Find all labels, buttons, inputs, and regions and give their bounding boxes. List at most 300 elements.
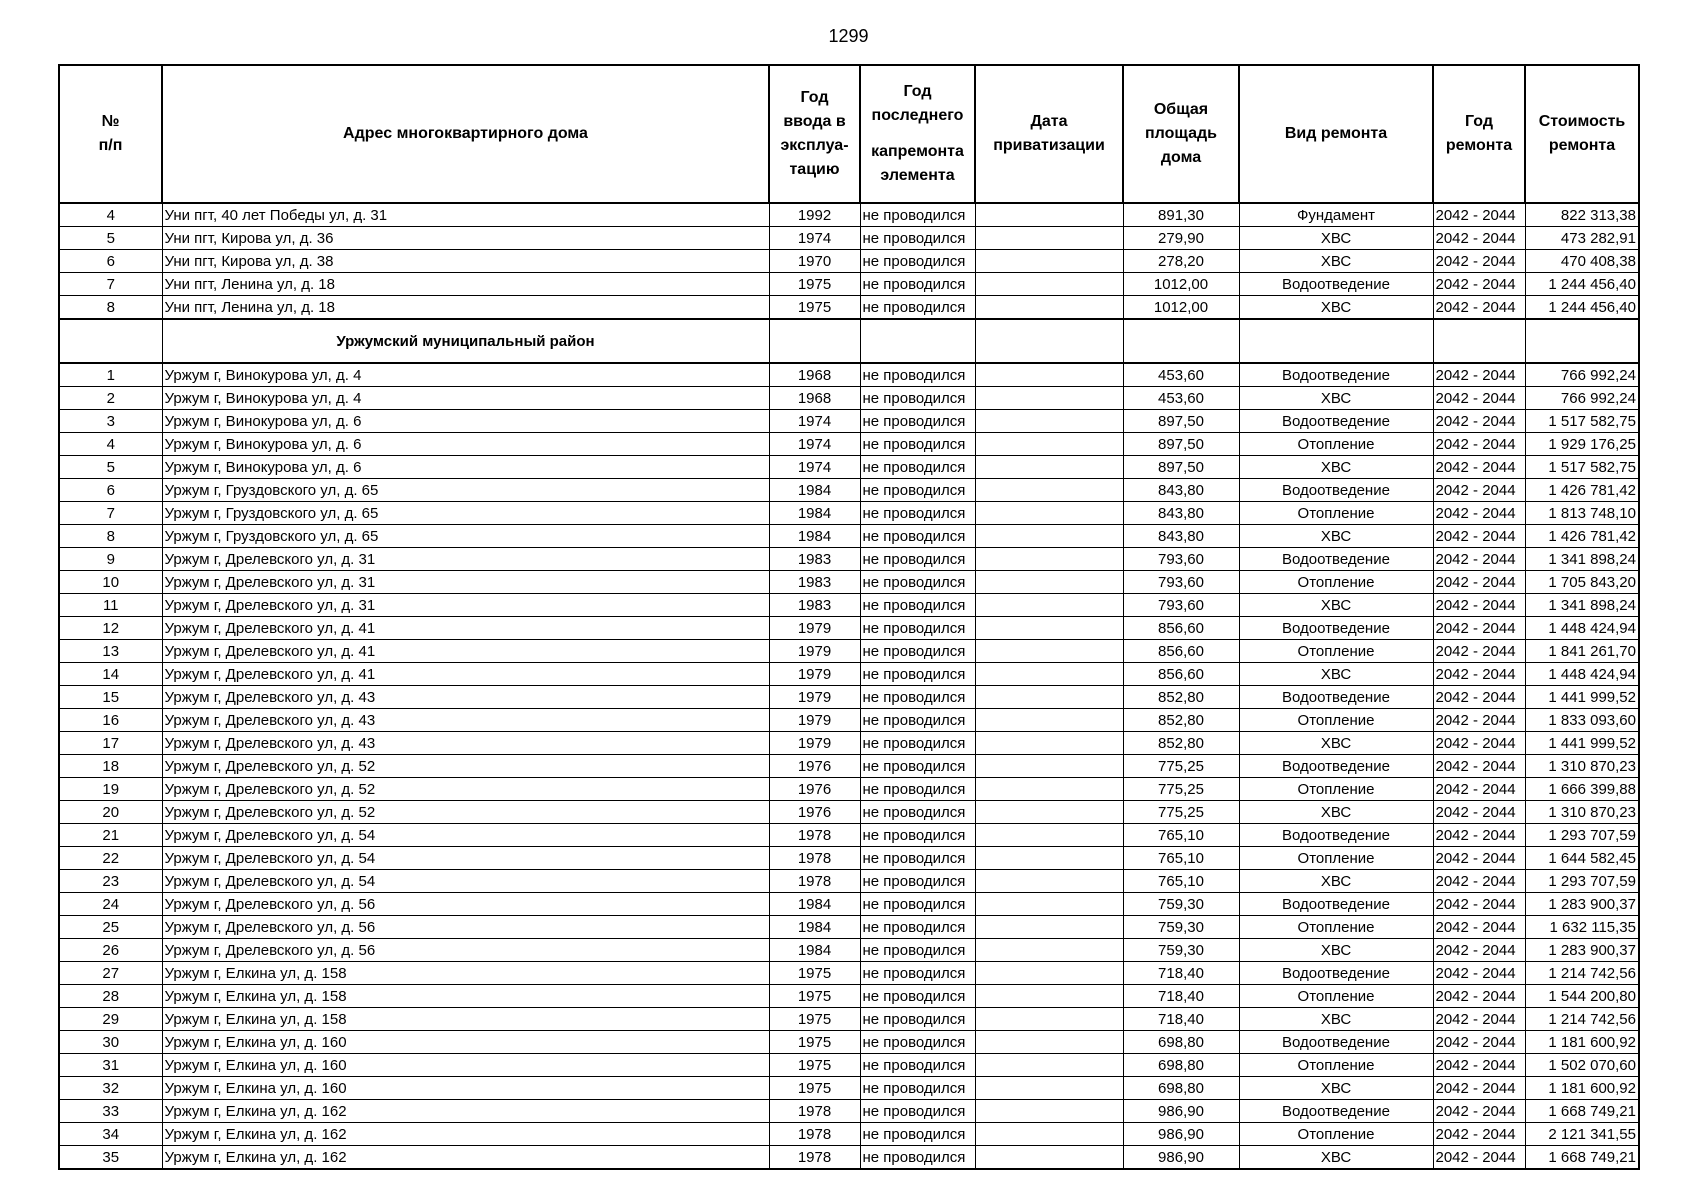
header-last-repair-line3: капремонта bbox=[871, 143, 964, 160]
table-row bbox=[59, 387, 1639, 410]
cell-repair-type: Водоотведение bbox=[1239, 410, 1433, 433]
cell-address: Уржум г, Груздовского ул, д. 65 bbox=[162, 479, 769, 502]
cell-year-built: 1983 bbox=[769, 594, 860, 617]
cell-number: 7 bbox=[59, 502, 162, 525]
cell-repair-year: 2042 - 2044 bbox=[1433, 686, 1525, 709]
header-last-repair-line2: последнего bbox=[871, 107, 964, 124]
section-empty-cell bbox=[1239, 319, 1433, 363]
cell-cost: 1 929 176,25 bbox=[1525, 433, 1639, 456]
section-empty-cell bbox=[1525, 319, 1639, 363]
cell-number: 23 bbox=[59, 870, 162, 893]
cell-address: Уни пгт, Кирова ул, д. 38 bbox=[162, 250, 769, 273]
cell-privatization bbox=[975, 640, 1123, 663]
cell-cost: 1 517 582,75 bbox=[1525, 456, 1639, 479]
cell-privatization bbox=[975, 1031, 1123, 1054]
cell-address: Уржум г, Дрелевского ул, д. 54 bbox=[162, 824, 769, 847]
cell-area: 897,50 bbox=[1123, 456, 1239, 479]
table-row bbox=[59, 410, 1639, 433]
header-cost-line2: ремонта bbox=[1548, 137, 1616, 154]
header-privatization bbox=[975, 65, 1123, 203]
cell-last-repair: не проводился bbox=[860, 410, 975, 433]
cell-area: 765,10 bbox=[1123, 847, 1239, 870]
cell-area: 775,25 bbox=[1123, 778, 1239, 801]
cell-privatization bbox=[975, 686, 1123, 709]
table-row bbox=[59, 594, 1639, 617]
cell-privatization bbox=[975, 387, 1123, 410]
cell-address: Уржум г, Дрелевского ул, д. 31 bbox=[162, 548, 769, 571]
cell-repair-year: 2042 - 2044 bbox=[1433, 273, 1525, 296]
cell-year-built: 1983 bbox=[769, 571, 860, 594]
header-year-built bbox=[769, 65, 860, 203]
cell-year-built: 1984 bbox=[769, 502, 860, 525]
cell-cost: 1 310 870,23 bbox=[1525, 755, 1639, 778]
header-cost bbox=[1525, 65, 1639, 203]
cell-privatization bbox=[975, 732, 1123, 755]
cell-repair-year: 2042 - 2044 bbox=[1433, 916, 1525, 939]
cell-year-built: 1992 bbox=[769, 203, 860, 227]
cell-year-built: 1984 bbox=[769, 525, 860, 548]
cell-address: Уржум г, Груздовского ул, д. 65 bbox=[162, 502, 769, 525]
cell-repair-type: ХВС bbox=[1239, 870, 1433, 893]
table-row bbox=[59, 686, 1639, 709]
cell-number: 16 bbox=[59, 709, 162, 732]
cell-year-built: 1975 bbox=[769, 273, 860, 296]
cell-repair-year: 2042 - 2044 bbox=[1433, 1031, 1525, 1054]
cell-privatization bbox=[975, 1146, 1123, 1170]
cell-last-repair: не проводился bbox=[860, 640, 975, 663]
cell-address: Уржум г, Дрелевского ул, д. 54 bbox=[162, 870, 769, 893]
cell-privatization bbox=[975, 663, 1123, 686]
cell-year-built: 1970 bbox=[769, 250, 860, 273]
cell-year-built: 1975 bbox=[769, 296, 860, 320]
cell-repair-year: 2042 - 2044 bbox=[1433, 1054, 1525, 1077]
cell-last-repair: не проводился bbox=[860, 273, 975, 296]
cell-number: 35 bbox=[59, 1146, 162, 1170]
table-row bbox=[59, 273, 1639, 296]
cell-privatization bbox=[975, 1123, 1123, 1146]
header-area-line1: Общая bbox=[1153, 101, 1209, 118]
cell-repair-type: ХВС bbox=[1239, 594, 1433, 617]
cell-address: Уржум г, Винокурова ул, д. 6 bbox=[162, 456, 769, 479]
cell-area: 279,90 bbox=[1123, 227, 1239, 250]
cell-number: 10 bbox=[59, 571, 162, 594]
cell-area: 775,25 bbox=[1123, 755, 1239, 778]
cell-last-repair: не проводился bbox=[860, 709, 975, 732]
header-repair-type bbox=[1239, 65, 1433, 203]
cell-repair-year: 2042 - 2044 bbox=[1433, 571, 1525, 594]
table-row bbox=[59, 433, 1639, 456]
cell-cost: 1 426 781,42 bbox=[1525, 479, 1639, 502]
table-row bbox=[59, 916, 1639, 939]
cell-area: 718,40 bbox=[1123, 1008, 1239, 1031]
cell-number: 34 bbox=[59, 1123, 162, 1146]
cell-repair-type: Водоотведение bbox=[1239, 363, 1433, 387]
cell-repair-type: ХВС bbox=[1239, 250, 1433, 273]
cell-number: 13 bbox=[59, 640, 162, 663]
header-repair-year bbox=[1433, 65, 1525, 203]
cell-area: 843,80 bbox=[1123, 502, 1239, 525]
cell-last-repair: не проводился bbox=[860, 363, 975, 387]
cell-area: 759,30 bbox=[1123, 893, 1239, 916]
table-row bbox=[59, 962, 1639, 985]
cell-repair-type: Водоотведение bbox=[1239, 273, 1433, 296]
cell-year-built: 1979 bbox=[769, 709, 860, 732]
cell-privatization bbox=[975, 939, 1123, 962]
cell-last-repair: не проводился bbox=[860, 732, 975, 755]
cell-last-repair: не проводился bbox=[860, 479, 975, 502]
table-row bbox=[59, 548, 1639, 571]
cell-year-built: 1976 bbox=[769, 778, 860, 801]
cell-number: 3 bbox=[59, 410, 162, 433]
cell-year-built: 1979 bbox=[769, 663, 860, 686]
cell-cost: 1 448 424,94 bbox=[1525, 663, 1639, 686]
cell-repair-year: 2042 - 2044 bbox=[1433, 939, 1525, 962]
cell-cost: 1 244 456,40 bbox=[1525, 273, 1639, 296]
cell-number: 6 bbox=[59, 479, 162, 502]
cell-cost: 1 448 424,94 bbox=[1525, 617, 1639, 640]
cell-number: 20 bbox=[59, 801, 162, 824]
cell-number: 27 bbox=[59, 962, 162, 985]
cell-year-built: 1978 bbox=[769, 847, 860, 870]
cell-address: Уржум г, Елкина ул, д. 162 bbox=[162, 1100, 769, 1123]
cell-area: 793,60 bbox=[1123, 594, 1239, 617]
cell-area: 986,90 bbox=[1123, 1100, 1239, 1123]
cell-address: Уржум г, Дрелевского ул, д. 43 bbox=[162, 686, 769, 709]
cell-cost: 1 632 115,35 bbox=[1525, 916, 1639, 939]
header-last-repair-line1: Год bbox=[903, 83, 932, 100]
cell-repair-type: ХВС bbox=[1239, 387, 1433, 410]
cell-repair-year: 2042 - 2044 bbox=[1433, 433, 1525, 456]
cell-repair-year: 2042 - 2044 bbox=[1433, 847, 1525, 870]
cell-privatization bbox=[975, 250, 1123, 273]
cell-year-built: 1968 bbox=[769, 387, 860, 410]
cell-area: 1012,00 bbox=[1123, 296, 1239, 320]
cell-repair-year: 2042 - 2044 bbox=[1433, 1077, 1525, 1100]
cell-year-built: 1983 bbox=[769, 548, 860, 571]
section-empty-cell bbox=[1433, 319, 1525, 363]
cell-number: 7 bbox=[59, 273, 162, 296]
cell-cost: 1 426 781,42 bbox=[1525, 525, 1639, 548]
cell-area: 852,80 bbox=[1123, 709, 1239, 732]
cell-cost: 1 666 399,88 bbox=[1525, 778, 1639, 801]
cell-repair-type: ХВС bbox=[1239, 1008, 1433, 1031]
cell-number: 19 bbox=[59, 778, 162, 801]
cell-last-repair: не проводился bbox=[860, 548, 975, 571]
header-number-line2: п/п bbox=[98, 137, 123, 154]
cell-repair-year: 2042 - 2044 bbox=[1433, 227, 1525, 250]
cell-year-built: 1978 bbox=[769, 1100, 860, 1123]
table-row bbox=[59, 479, 1639, 502]
cell-year-built: 1978 bbox=[769, 1123, 860, 1146]
cell-address: Уржум г, Елкина ул, д. 158 bbox=[162, 985, 769, 1008]
cell-last-repair: не проводился bbox=[860, 870, 975, 893]
section-empty-cell bbox=[59, 319, 162, 363]
table-row bbox=[59, 1077, 1639, 1100]
cell-repair-year: 2042 - 2044 bbox=[1433, 1146, 1525, 1170]
cell-cost: 1 293 707,59 bbox=[1525, 824, 1639, 847]
cell-area: 852,80 bbox=[1123, 732, 1239, 755]
table-row bbox=[59, 456, 1639, 479]
cell-last-repair: не проводился bbox=[860, 502, 975, 525]
cell-repair-year: 2042 - 2044 bbox=[1433, 617, 1525, 640]
cell-address: Уржум г, Дрелевского ул, д. 41 bbox=[162, 663, 769, 686]
cell-number: 24 bbox=[59, 893, 162, 916]
cell-year-built: 1974 bbox=[769, 227, 860, 250]
table-row bbox=[59, 847, 1639, 870]
table-row bbox=[59, 663, 1639, 686]
cell-number: 26 bbox=[59, 939, 162, 962]
cell-area: 856,60 bbox=[1123, 640, 1239, 663]
cell-privatization bbox=[975, 479, 1123, 502]
cell-number: 11 bbox=[59, 594, 162, 617]
cell-number: 12 bbox=[59, 617, 162, 640]
table-row bbox=[59, 709, 1639, 732]
header-address bbox=[162, 65, 769, 203]
cell-last-repair: не проводился bbox=[860, 1146, 975, 1170]
cell-privatization bbox=[975, 502, 1123, 525]
header-year-built-line2: ввода в bbox=[783, 113, 846, 130]
cell-privatization bbox=[975, 985, 1123, 1008]
cell-last-repair: не проводился bbox=[860, 433, 975, 456]
cell-address: Уржум г, Дрелевского ул, д. 56 bbox=[162, 893, 769, 916]
cell-privatization bbox=[975, 548, 1123, 571]
cell-area: 852,80 bbox=[1123, 686, 1239, 709]
cell-cost: 1 668 749,21 bbox=[1525, 1146, 1639, 1170]
cell-cost: 1 841 261,70 bbox=[1525, 640, 1639, 663]
cell-privatization bbox=[975, 525, 1123, 548]
cell-year-built: 1975 bbox=[769, 1054, 860, 1077]
header-area-line2: площадь bbox=[1145, 125, 1217, 142]
cell-repair-year: 2042 - 2044 bbox=[1433, 502, 1525, 525]
cell-address: Уни пгт, 40 лет Победы ул, д. 31 bbox=[162, 203, 769, 227]
cell-number: 1 bbox=[59, 363, 162, 387]
header-area-line3: дома bbox=[1160, 149, 1202, 166]
cell-repair-type: ХВС bbox=[1239, 1146, 1433, 1170]
header-number bbox=[59, 65, 162, 203]
cell-address: Уни пгт, Ленина ул, д. 18 bbox=[162, 273, 769, 296]
cell-area: 765,10 bbox=[1123, 870, 1239, 893]
cell-area: 843,80 bbox=[1123, 479, 1239, 502]
cell-number: 21 bbox=[59, 824, 162, 847]
cell-cost: 1 214 742,56 bbox=[1525, 1008, 1639, 1031]
cell-repair-type: Отопление bbox=[1239, 985, 1433, 1008]
cell-last-repair: не проводился bbox=[860, 456, 975, 479]
cell-address: Уржум г, Елкина ул, д. 160 bbox=[162, 1031, 769, 1054]
header-repair-year-line1: Год bbox=[1465, 113, 1493, 130]
cell-privatization bbox=[975, 1100, 1123, 1123]
cell-last-repair: не проводился bbox=[860, 1100, 975, 1123]
cell-year-built: 1978 bbox=[769, 824, 860, 847]
cell-repair-type: ХВС bbox=[1239, 939, 1433, 962]
cell-last-repair: не проводился bbox=[860, 1031, 975, 1054]
cell-privatization bbox=[975, 273, 1123, 296]
section-empty-cell bbox=[860, 319, 975, 363]
cell-address: Уни пгт, Ленина ул, д. 18 bbox=[162, 296, 769, 320]
section-empty-cell bbox=[769, 319, 860, 363]
cell-cost: 1 502 070,60 bbox=[1525, 1054, 1639, 1077]
cell-privatization bbox=[975, 801, 1123, 824]
cell-address: Уржум г, Винокурова ул, д. 4 bbox=[162, 363, 769, 387]
cell-address: Уржум г, Елкина ул, д. 160 bbox=[162, 1054, 769, 1077]
cell-year-built: 1984 bbox=[769, 893, 860, 916]
cell-repair-year: 2042 - 2044 bbox=[1433, 363, 1525, 387]
cell-year-built: 1975 bbox=[769, 985, 860, 1008]
cell-number: 2 bbox=[59, 387, 162, 410]
cell-cost: 1 341 898,24 bbox=[1525, 548, 1639, 571]
cell-repair-type: Отопление bbox=[1239, 709, 1433, 732]
cell-area: 856,60 bbox=[1123, 617, 1239, 640]
cell-year-built: 1976 bbox=[769, 755, 860, 778]
cell-cost: 1 517 582,75 bbox=[1525, 410, 1639, 433]
cell-repair-year: 2042 - 2044 bbox=[1433, 525, 1525, 548]
cell-cost: 1 544 200,80 bbox=[1525, 985, 1639, 1008]
cell-address: Уржум г, Дрелевского ул, д. 43 bbox=[162, 732, 769, 755]
cell-cost: 470 408,38 bbox=[1525, 250, 1639, 273]
cell-cost: 1 283 900,37 bbox=[1525, 893, 1639, 916]
table-row bbox=[59, 525, 1639, 548]
cell-repair-year: 2042 - 2044 bbox=[1433, 1008, 1525, 1031]
cell-cost: 1 644 582,45 bbox=[1525, 847, 1639, 870]
cell-repair-type: Отопление bbox=[1239, 916, 1433, 939]
cell-repair-type: Водоотведение bbox=[1239, 962, 1433, 985]
cell-number: 4 bbox=[59, 203, 162, 227]
cell-area: 897,50 bbox=[1123, 410, 1239, 433]
cell-repair-year: 2042 - 2044 bbox=[1433, 203, 1525, 227]
cell-number: 5 bbox=[59, 227, 162, 250]
header-year-built-line1: Год bbox=[800, 89, 829, 106]
cell-number: 22 bbox=[59, 847, 162, 870]
section-title: Уржумский муниципальный район bbox=[162, 319, 769, 363]
header-number-line1: № bbox=[101, 113, 120, 130]
table-row bbox=[59, 1008, 1639, 1031]
cell-repair-year: 2042 - 2044 bbox=[1433, 985, 1525, 1008]
cell-repair-year: 2042 - 2044 bbox=[1433, 778, 1525, 801]
cell-address: Уржум г, Винокурова ул, д. 6 bbox=[162, 433, 769, 456]
header-row bbox=[59, 65, 1639, 203]
cell-repair-year: 2042 - 2044 bbox=[1433, 801, 1525, 824]
cell-last-repair: не проводился bbox=[860, 893, 975, 916]
cell-repair-type: Водоотведение bbox=[1239, 893, 1433, 916]
cell-number: 9 bbox=[59, 548, 162, 571]
cell-repair-year: 2042 - 2044 bbox=[1433, 387, 1525, 410]
cell-area: 453,60 bbox=[1123, 363, 1239, 387]
cell-privatization bbox=[975, 709, 1123, 732]
section-header-row bbox=[59, 319, 1639, 363]
cell-last-repair: не проводился bbox=[860, 939, 975, 962]
cell-number: 31 bbox=[59, 1054, 162, 1077]
table-row bbox=[59, 1031, 1639, 1054]
cell-repair-type: Водоотведение bbox=[1239, 479, 1433, 502]
cell-year-built: 1978 bbox=[769, 870, 860, 893]
cell-privatization bbox=[975, 1077, 1123, 1100]
cell-cost: 1 833 093,60 bbox=[1525, 709, 1639, 732]
cell-address: Уржум г, Дрелевского ул, д. 52 bbox=[162, 801, 769, 824]
cell-number: 17 bbox=[59, 732, 162, 755]
cell-address: Уржум г, Винокурова ул, д. 4 bbox=[162, 387, 769, 410]
cell-area: 759,30 bbox=[1123, 916, 1239, 939]
cell-area: 891,30 bbox=[1123, 203, 1239, 227]
cell-area: 698,80 bbox=[1123, 1077, 1239, 1100]
cell-last-repair: не проводился bbox=[860, 847, 975, 870]
cell-area: 775,25 bbox=[1123, 801, 1239, 824]
cell-repair-type: Водоотведение bbox=[1239, 548, 1433, 571]
cell-cost: 473 282,91 bbox=[1525, 227, 1639, 250]
table-row bbox=[59, 502, 1639, 525]
cell-last-repair: не проводился bbox=[860, 594, 975, 617]
cell-address: Уржум г, Дрелевского ул, д. 43 bbox=[162, 709, 769, 732]
cell-last-repair: не проводился bbox=[860, 617, 975, 640]
cell-year-built: 1984 bbox=[769, 479, 860, 502]
cell-number: 6 bbox=[59, 250, 162, 273]
cell-address: Уржум г, Груздовского ул, д. 65 bbox=[162, 525, 769, 548]
cell-privatization bbox=[975, 916, 1123, 939]
cell-year-built: 1979 bbox=[769, 617, 860, 640]
cell-area: 793,60 bbox=[1123, 571, 1239, 594]
table-row bbox=[59, 824, 1639, 847]
cell-area: 698,80 bbox=[1123, 1054, 1239, 1077]
cell-last-repair: не проводился bbox=[860, 824, 975, 847]
table-row bbox=[59, 1100, 1639, 1123]
cell-repair-type: Водоотведение bbox=[1239, 1031, 1433, 1054]
cell-repair-year: 2042 - 2044 bbox=[1433, 663, 1525, 686]
cell-last-repair: не проводился bbox=[860, 663, 975, 686]
header-repair-year-line2: ремонта bbox=[1445, 137, 1513, 154]
repair-program-table bbox=[58, 64, 1640, 1170]
cell-cost: 822 313,38 bbox=[1525, 203, 1639, 227]
cell-repair-type: Водоотведение bbox=[1239, 1100, 1433, 1123]
header-year-built-line4: тацию bbox=[789, 161, 840, 178]
cell-cost: 1 341 898,24 bbox=[1525, 594, 1639, 617]
cell-repair-year: 2042 - 2044 bbox=[1433, 640, 1525, 663]
cell-privatization bbox=[975, 203, 1123, 227]
cell-cost: 1 705 843,20 bbox=[1525, 571, 1639, 594]
cell-cost: 1 441 999,52 bbox=[1525, 732, 1639, 755]
cell-repair-year: 2042 - 2044 bbox=[1433, 1123, 1525, 1146]
cell-repair-year: 2042 - 2044 bbox=[1433, 296, 1525, 320]
cell-number: 28 bbox=[59, 985, 162, 1008]
cell-last-repair: не проводился bbox=[860, 296, 975, 320]
cell-address: Уржум г, Винокурова ул, д. 6 bbox=[162, 410, 769, 433]
cell-privatization bbox=[975, 594, 1123, 617]
cell-privatization bbox=[975, 824, 1123, 847]
cell-repair-type: Отопление bbox=[1239, 640, 1433, 663]
cell-number: 32 bbox=[59, 1077, 162, 1100]
cell-year-built: 1984 bbox=[769, 916, 860, 939]
cell-privatization bbox=[975, 410, 1123, 433]
cell-privatization bbox=[975, 227, 1123, 250]
cell-cost: 766 992,24 bbox=[1525, 387, 1639, 410]
table-row bbox=[59, 1146, 1639, 1170]
cell-year-built: 1979 bbox=[769, 686, 860, 709]
cell-area: 759,30 bbox=[1123, 939, 1239, 962]
header-area bbox=[1123, 65, 1239, 203]
cell-repair-type: Фундамент bbox=[1239, 203, 1433, 227]
table-row bbox=[59, 1123, 1639, 1146]
header-last-repair-line4: элемента bbox=[880, 167, 955, 184]
table-row bbox=[59, 1054, 1639, 1077]
cell-last-repair: не проводился bbox=[860, 686, 975, 709]
cell-number: 8 bbox=[59, 296, 162, 320]
cell-last-repair: не проводился bbox=[860, 916, 975, 939]
cell-repair-year: 2042 - 2044 bbox=[1433, 479, 1525, 502]
header-repair-type-text: Вид ремонта bbox=[1284, 125, 1388, 142]
cell-area: 453,60 bbox=[1123, 387, 1239, 410]
cell-year-built: 1975 bbox=[769, 1031, 860, 1054]
cell-last-repair: не проводился bbox=[860, 571, 975, 594]
cell-repair-year: 2042 - 2044 bbox=[1433, 410, 1525, 433]
table-row bbox=[59, 939, 1639, 962]
cell-last-repair: не проводился bbox=[860, 525, 975, 548]
